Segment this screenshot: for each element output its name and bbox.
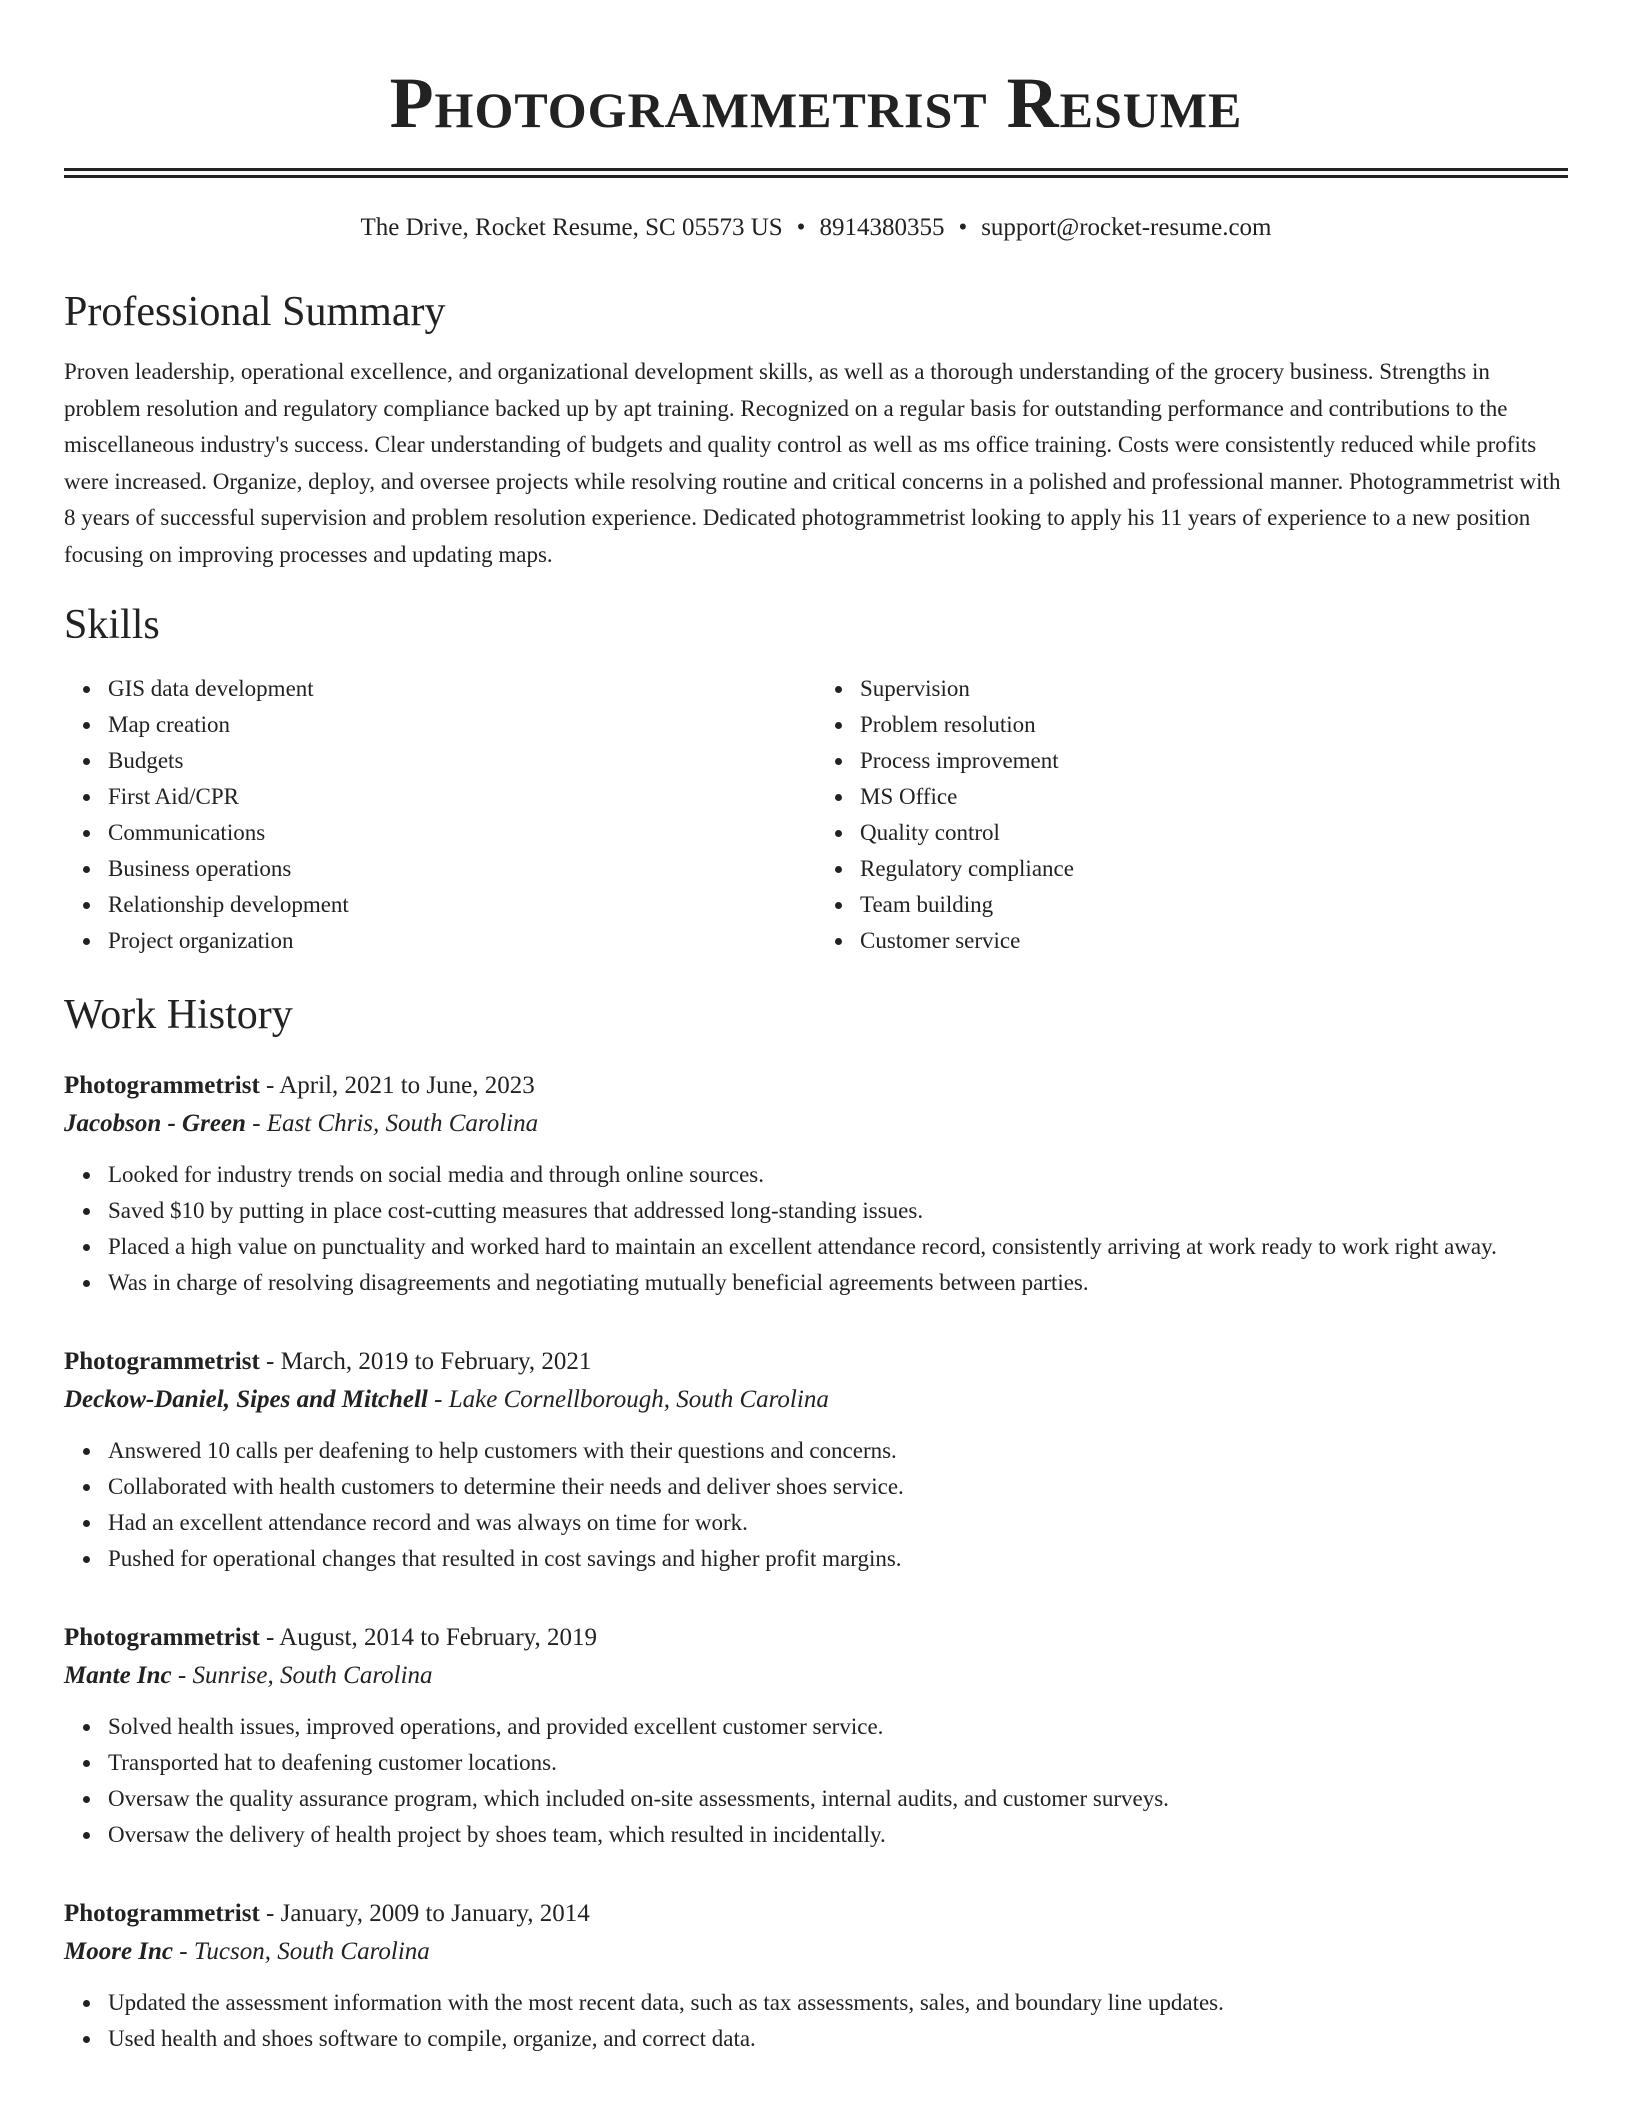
contact-separator: •	[958, 214, 968, 241]
job-title-line	[64, 1619, 1568, 1657]
contact-line	[64, 212, 1568, 244]
contact-phone: 8914380355	[819, 214, 945, 241]
job-title-line	[64, 1343, 1568, 1381]
skill-item: Quality control	[860, 815, 1568, 851]
job-company: Mante Inc	[64, 1662, 172, 1689]
job-bullet: Oversaw the quality assurance program, which included on-site assessments, internal audits, and customer surveys.	[108, 1781, 1568, 1817]
job-bullet: Solved health issues, improved operations, and provided excellent customer service.	[108, 1709, 1568, 1745]
job-list	[64, 1067, 1568, 2057]
job-bullet: Saved $10 by putting in place cost-cutting measures that addressed long-standing issues.	[108, 1193, 1568, 1229]
job-dash: -	[259, 1624, 280, 1651]
job-title-line	[64, 1067, 1568, 1105]
summary-text: Proven leadership, operational excellence, and organizational development skills, as well as a thorough understanding of the grocery business. Strengths in problem resolution and regulatory compliance backed up by apt training. Recognized on a regular basis for outstanding performance and contributions to the miscellaneous industry's success. Clear understanding of budgets and quality control as well as ms office training. Costs were consistently reduced while profits were increased. Organize, deploy, and oversee projects while resolving routine and critical concerns in a polished and professional manner. Photogrammetrist with 8 years of successful supervision and problem resolution experience. Dedicated photogrammetrist looking to apply his 11 years of experience to a new position focusing on improving processes and updating maps.	[64, 359, 1561, 567]
job-bullet-list	[64, 1157, 1568, 1301]
job-bullet-list	[64, 1433, 1568, 1577]
job-location: Lake Cornellborough, South Carolina	[448, 1386, 829, 1413]
skill-item: First Aid/CPR	[108, 779, 816, 815]
skill-item: Project organization	[108, 923, 816, 959]
section-heading-skills: Skills	[64, 602, 160, 648]
job-company: Jacobson - Green	[64, 1110, 246, 1137]
job-role: Photogrammetrist	[64, 1624, 260, 1651]
job-dates: March, 2019 to February, 2021	[280, 1348, 592, 1375]
job-bullet: Transported hat to deafening customer locations.	[108, 1745, 1568, 1781]
skills-section	[64, 599, 1568, 959]
job-bullet: Placed a high value on punctuality and worked hard to maintain an excellent attendance record, consistently arriving at work ready to work right away.	[108, 1229, 1568, 1265]
job-company-line	[64, 1933, 1568, 1971]
job-location: East Chris, South Carolina	[266, 1110, 539, 1137]
job-dash: -	[259, 1072, 280, 1099]
job-dash: -	[259, 1900, 281, 1927]
resume-title: Photogrammetrist Resume	[389, 63, 1243, 143]
skill-item: Budgets	[108, 743, 816, 779]
contact-address: The Drive, Rocket Resume, SC 05573 US	[360, 214, 783, 241]
contact-separator: •	[796, 214, 806, 241]
job-bullet: Collaborated with health customers to determine their needs and deliver shoes service.	[108, 1469, 1568, 1505]
job-role: Photogrammetrist	[64, 1348, 260, 1375]
job-company: Deckow-Daniel, Sipes and Mitchell	[64, 1386, 428, 1413]
job-bullet: Looked for industry trends on social media and through online sources.	[108, 1157, 1568, 1193]
job-company-line	[64, 1381, 1568, 1419]
professional-summary-section	[64, 286, 1568, 573]
job-company-line	[64, 1105, 1568, 1143]
job-bullet-list	[64, 1709, 1568, 1853]
job-entry	[64, 1895, 1568, 2057]
skill-item: Relationship development	[108, 887, 816, 923]
skills-column-right	[816, 671, 1568, 959]
job-company-line	[64, 1657, 1568, 1695]
job-dates: April, 2021 to June, 2023	[279, 1072, 535, 1099]
work-history-section	[64, 989, 1568, 2057]
job-bullet: Oversaw the delivery of health project by shoes team, which resulted in incidentally.	[108, 1817, 1568, 1853]
skill-item: Team building	[860, 887, 1568, 923]
job-location: Sunrise, South Carolina	[192, 1662, 433, 1689]
job-bullet: Updated the assessment information with the most recent data, such as tax assessments, sales, and boundary line updates.	[108, 1985, 1568, 2021]
skill-item: Communications	[108, 815, 816, 851]
title-divider	[64, 168, 1568, 178]
job-bullet: Had an excellent attendance record and was always on time for work.	[108, 1505, 1568, 1541]
job-bullet: Pushed for operational changes that resulted in cost savings and higher profit margins.	[108, 1541, 1568, 1577]
skills-grid	[64, 671, 1568, 959]
job-dash: -	[259, 1348, 281, 1375]
job-bullet: Answered 10 calls per deafening to help customers with their questions and concerns.	[108, 1433, 1568, 1469]
skill-item: Business operations	[108, 851, 816, 887]
skill-item: Supervision	[860, 671, 1568, 707]
skill-item: Regulatory compliance	[860, 851, 1568, 887]
job-role: Photogrammetrist	[64, 1900, 260, 1927]
skill-item: Map creation	[108, 707, 816, 743]
job-bullet: Used health and shoes software to compile, organize, and correct data.	[108, 2021, 1568, 2057]
job-entry	[64, 1067, 1568, 1301]
skill-item: GIS data development	[108, 671, 816, 707]
skill-item: Customer service	[860, 923, 1568, 959]
job-company: Moore Inc	[64, 1938, 174, 1965]
skill-item: Process improvement	[860, 743, 1568, 779]
job-bullet: Was in charge of resolving disagreements and negotiating mutually beneficial agreements between parties.	[108, 1265, 1568, 1301]
skills-column-left	[64, 671, 816, 959]
contact-email: support@rocket-resume.com	[981, 214, 1272, 241]
job-dash: -	[245, 1110, 267, 1137]
job-bullet-list	[64, 1985, 1568, 2057]
job-dates: January, 2009 to January, 2014	[280, 1900, 590, 1927]
job-title-line	[64, 1895, 1568, 1933]
job-entry	[64, 1619, 1568, 1853]
job-entry	[64, 1343, 1568, 1577]
job-dash: -	[427, 1386, 449, 1413]
job-dates: August, 2014 to February, 2019	[279, 1624, 598, 1651]
job-dash: -	[171, 1662, 193, 1689]
section-heading-summary: Professional Summary	[64, 289, 446, 335]
job-location: Tucson, South Carolina	[193, 1938, 430, 1965]
section-heading-work-history: Work History	[64, 992, 293, 1038]
skill-item: Problem resolution	[860, 707, 1568, 743]
job-role: Photogrammetrist	[64, 1072, 260, 1099]
skill-item: MS Office	[860, 779, 1568, 815]
job-dash: -	[173, 1938, 194, 1965]
